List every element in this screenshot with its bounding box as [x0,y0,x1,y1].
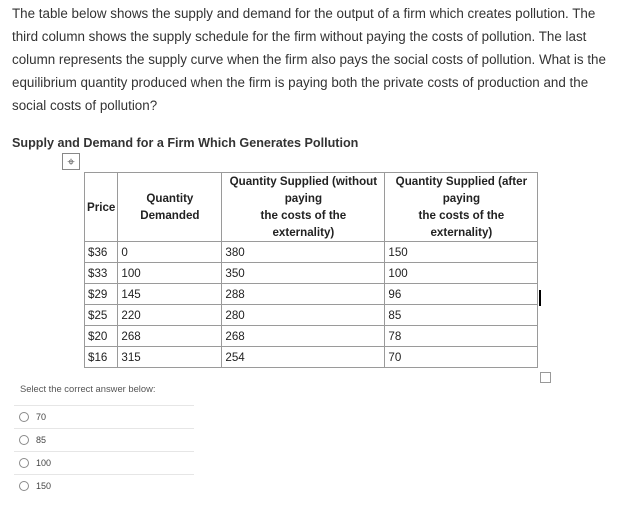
radio-button[interactable] [19,412,29,422]
table-title: Supply and Demand for a Firm Which Generates Pollution [12,136,359,150]
table-row [85,305,538,326]
cell-supplied-after: 100 [385,263,538,284]
header-after-line-4: externality) [430,226,493,239]
table-row [85,263,538,284]
question-text: The table below shows the supply and demand for the output of a firm which creates pollution. The third column shows the supply schedule for the firm without paying the costs of pollution. The last column represents the supply curve when the firm also pays the social costs of pollution. What is the equilibrium quantity produced when the firm is paying both the private costs of production and the social costs of pollution? [12,6,606,113]
cell-supplied-without: 268 [222,326,385,347]
cell-price: $29 [85,284,118,305]
radio-button[interactable] [19,481,29,491]
cell-price: $20 [85,326,118,347]
cell-supplied-after: 70 [385,347,538,368]
text-cursor [539,290,541,306]
cell-demanded: 268 [118,326,222,347]
cell-supplied-without: 380 [222,242,385,263]
answer-option[interactable] [14,451,194,474]
table-row [85,284,538,305]
cell-demanded: 0 [118,242,222,263]
header-price [85,173,118,242]
cell-demanded: 220 [118,305,222,326]
header-demanded-line-2: Demanded [140,209,200,222]
table-row [85,242,538,263]
radio-button[interactable] [19,458,29,468]
answer-option[interactable] [14,428,194,451]
header-supplied-after [385,173,538,242]
answer-option-label: 70 [36,412,47,422]
header-supplied-without [222,173,385,242]
table-resize-handle[interactable] [540,372,551,383]
cell-supplied-after: 78 [385,326,538,347]
header-without-line-4: externality) [272,226,335,239]
answer-option-label: 85 [36,435,47,445]
header-demanded-line-1: Quantity [146,192,194,205]
header-without-line-2: paying [284,192,323,205]
table-header-row [85,173,538,242]
cell-supplied-after: 96 [385,284,538,305]
header-after-line-2: paying [442,192,481,205]
cell-demanded: 100 [118,263,222,284]
radio-button[interactable] [19,435,29,445]
cell-demanded: 315 [118,347,222,368]
header-without-line-1: Quantity Supplied (without [229,175,378,188]
header-quantity-demanded [118,173,222,242]
cell-supplied-after: 85 [385,305,538,326]
answer-option[interactable] [14,474,194,497]
cell-supplied-without: 288 [222,284,385,305]
header-price-label: Price [87,200,116,214]
cell-demanded: 145 [118,284,222,305]
answer-option-label: 100 [36,458,52,468]
cell-price: $25 [85,305,118,326]
supply-demand-table [84,172,538,368]
cell-supplied-without: 350 [222,263,385,284]
answer-option-label: 150 [36,481,52,491]
answer-options [14,405,194,497]
header-after-line-3: the costs of the [418,209,505,222]
header-without-line-3: the costs of the [260,209,347,222]
cell-price: $36 [85,242,118,263]
cell-supplied-without: 280 [222,305,385,326]
table-row [85,347,538,368]
move-handle-icon[interactable]: ⌖ [62,153,80,170]
cell-supplied-without: 254 [222,347,385,368]
cell-supplied-after: 150 [385,242,538,263]
header-after-line-1: Quantity Supplied (after [395,175,528,188]
answer-option[interactable] [14,405,194,428]
cell-price: $33 [85,263,118,284]
answer-prompt: Select the correct answer below: [20,383,156,394]
cell-price: $16 [85,347,118,368]
table-row [85,326,538,347]
